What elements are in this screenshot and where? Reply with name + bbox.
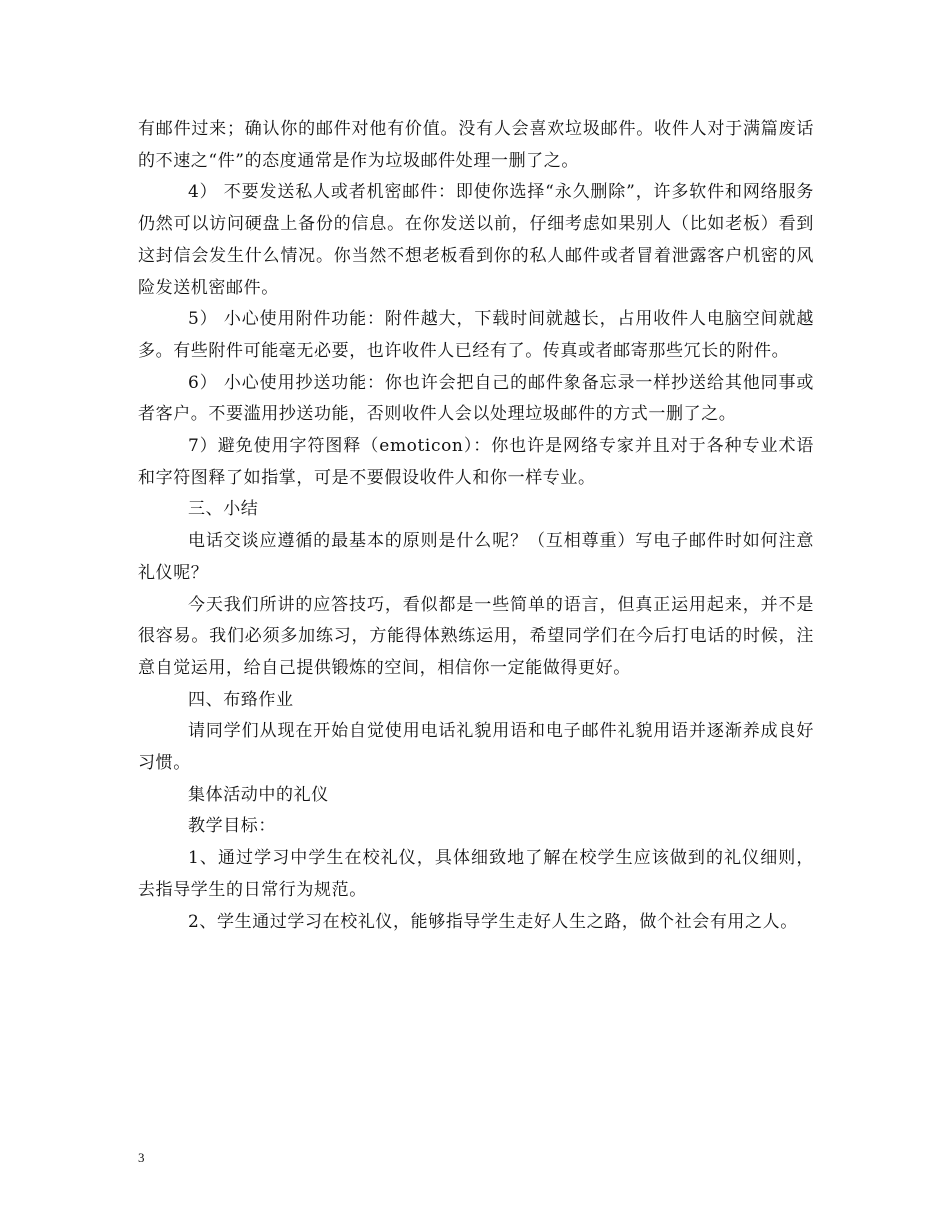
- heading-teaching-goals: 教学目标：: [188, 816, 276, 837]
- paragraph-summary-body: 今天我们所讲的应答技巧，看似都是一些简单的语言，但真正运用起来，并不是很容易。我们必须多加练习，方能得体熟练运用，希望同学们在今后打电话的时候，注意自觉运用，给自己提供锻炼的空间，相信你一定能做得更好。: [138, 594, 814, 678]
- lesson-title: 集体活动中的礼仪: [188, 784, 329, 805]
- paragraph-rule-4-private-mail: 4） 不要发送私人或者机密邮件：即使你选择“永久删除”，许多软件和网络服务仍然可以访问硬盘上备份的信息。在你发送以前，仔细考虑如果别人（比如老板）看到这封信会发生什么情况。你当然不想老板看到你的私人邮件或者冒着泄露客户机密的风险发送机密邮件。: [138, 182, 814, 298]
- paragraph-summary-question: 电话交谈应遵循的最基本的原则是什么呢？（互相尊重）写电子邮件时如何注意礼仪呢？: [138, 531, 814, 583]
- section-heading-summary: 三、小结: [188, 499, 259, 520]
- document-body: [138, 114, 814, 938]
- paragraph-rule-6-cc: 6） 小心使用抄送功能：你也许会把自己的邮件象备忘录一样抄送给其他同事或者客户。不要滥用抄送功能，否则收件人会以处理垃圾邮件的方式一删了之。: [138, 372, 814, 425]
- paragraph-spam-note: 有邮件过来；确认你的邮件对他有价值。没有人会喜欢垃圾邮件。收件人对于满篇废话的不速之“件”的态度通常是作为垃圾邮件处理一删了之。: [138, 119, 814, 171]
- section-heading-homework: 四、布臵作业: [188, 689, 294, 710]
- paragraph-rule-7-emoticons: 7）避免使用字符图释（emoticon）：你也许是网络专家并且对于各种专业术语和字符图释了如指掌，可是不要假设收件人和你一样专业。: [138, 436, 814, 488]
- page-number: 3: [138, 1150, 145, 1165]
- teaching-goal-1: 1、通过学习中学生在校礼仪，具体细致地了解在校学生应该做到的礼仪细则，去指导学生的日常行为规范。: [138, 848, 814, 900]
- paragraph-homework: 请同学们从现在开始自觉使用电话礼貌用语和电子邮件礼貌用语并逐渐养成良好习惯。: [138, 721, 814, 774]
- paragraph-rule-5-attachments: 5） 小心使用附件功能：附件越大，下载时间就越长，占用收件人电脑空间就越多。有些附件可能毫无必要，也许收件人已经有了。传真或者邮寄那些冗长的附件。: [138, 309, 814, 361]
- teaching-goal-2: 2、学生通过学习在校礼仪，能够指导学生走好人生之路，做个社会有用之人。: [188, 911, 798, 932]
